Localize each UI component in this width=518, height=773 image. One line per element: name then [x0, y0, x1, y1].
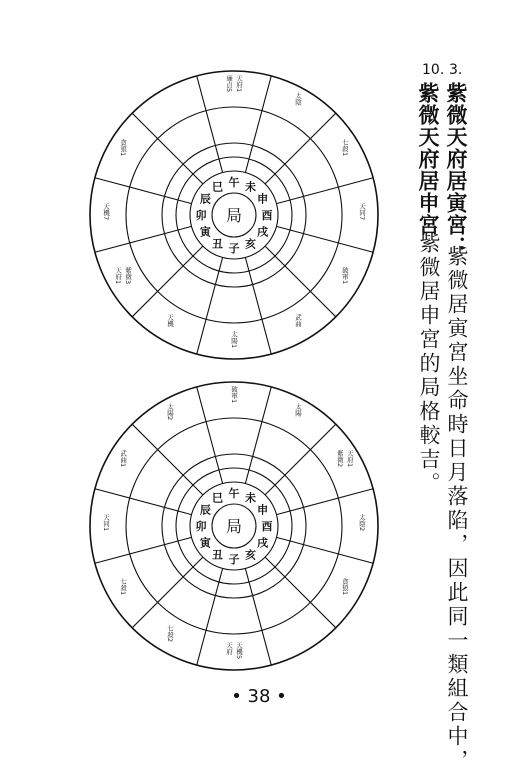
chart-center-label: 局	[225, 206, 243, 225]
star-label: 太陽2	[166, 403, 174, 421]
branch-label: 戌	[257, 536, 269, 550]
star-label: 武曲	[294, 313, 302, 327]
star-label: 太陰	[294, 92, 302, 106]
branch-label: 丑	[212, 237, 223, 251]
palace-divider	[245, 569, 271, 666]
palace-divider	[95, 537, 192, 563]
chart-center-label: 局	[225, 517, 243, 536]
branch-label: 巳	[212, 491, 223, 505]
star-label: 貪狼1	[340, 578, 349, 596]
palace-divider	[265, 557, 336, 628]
branch-label: 申	[257, 192, 269, 206]
star-label: 七殺1	[340, 139, 349, 157]
star-label: 太陰2	[358, 514, 366, 532]
star-label: 破軍1	[340, 267, 349, 285]
branch-label: 巳	[212, 180, 223, 194]
paragraph-10: 紫微居申宮的局格較吉。	[417, 232, 441, 496]
branch-label: 子	[228, 553, 240, 566]
branch-label: 亥	[245, 548, 256, 562]
star-label: 天府1	[345, 450, 354, 468]
palace-divider	[277, 489, 374, 515]
paragraph-3: 紫微居寅宮坐命時日月落陷，因此同一類組合中，	[445, 245, 469, 773]
star-label: 天府	[225, 642, 233, 655]
branch-label: 酉	[261, 209, 273, 222]
star-label: 七殺1	[119, 578, 128, 596]
star-label: 天機7	[102, 203, 110, 221]
star-label: 天同1	[102, 514, 110, 532]
palace-divider	[197, 387, 223, 484]
star-label: 天機5	[235, 642, 243, 660]
branch-label: 寅	[199, 225, 211, 239]
branch-label: 戌	[257, 225, 269, 239]
star-label: 紫微3	[124, 267, 133, 285]
item-number-10: 10.	[422, 62, 445, 78]
star-label: 天機	[166, 313, 174, 327]
star-label: 貪狼1	[119, 139, 128, 157]
star-label: 天府1	[114, 267, 123, 285]
palace-divider	[197, 569, 223, 666]
branch-label: 未	[245, 180, 256, 194]
branch-label: 寅	[199, 536, 211, 550]
palace-divider	[95, 489, 192, 515]
star-label: 七殺2	[166, 624, 174, 642]
star-label: 紫微2	[335, 450, 344, 468]
section-heading-10: 紫微天府居申宮	[416, 82, 440, 236]
palace-divider	[245, 387, 271, 484]
branch-label: 辰	[199, 192, 211, 206]
branch-label: 亥	[245, 237, 256, 251]
palace-divider	[132, 557, 203, 628]
item-number-3: 3.	[449, 62, 463, 78]
branch-label: 未	[245, 491, 256, 505]
branch-label: 卯	[195, 520, 207, 533]
branch-label: 申	[257, 503, 269, 517]
star-label: 破軍1	[230, 386, 238, 404]
star-label: 太陽	[294, 403, 302, 417]
palace-divider	[132, 424, 203, 495]
star-label: 天同7	[358, 203, 366, 221]
star-label: 廉貞5	[225, 75, 233, 93]
page-number: • 38 •	[231, 686, 287, 707]
star-label: 天府1	[235, 75, 243, 93]
palace-divider	[265, 424, 336, 495]
branch-label: 辰	[199, 503, 211, 517]
star-label: 太陽1	[230, 331, 238, 349]
palace-divider	[277, 537, 374, 563]
branch-label: 酉	[261, 520, 273, 533]
branch-label: 午	[228, 176, 240, 189]
star-label: 武曲1	[119, 450, 128, 468]
branch-label: 午	[228, 487, 240, 500]
branch-label: 子	[228, 242, 240, 255]
branch-label: 丑	[212, 548, 223, 562]
branch-label: 卯	[195, 209, 207, 222]
section-heading-3: 紫微天府居寅宮：	[444, 82, 468, 258]
